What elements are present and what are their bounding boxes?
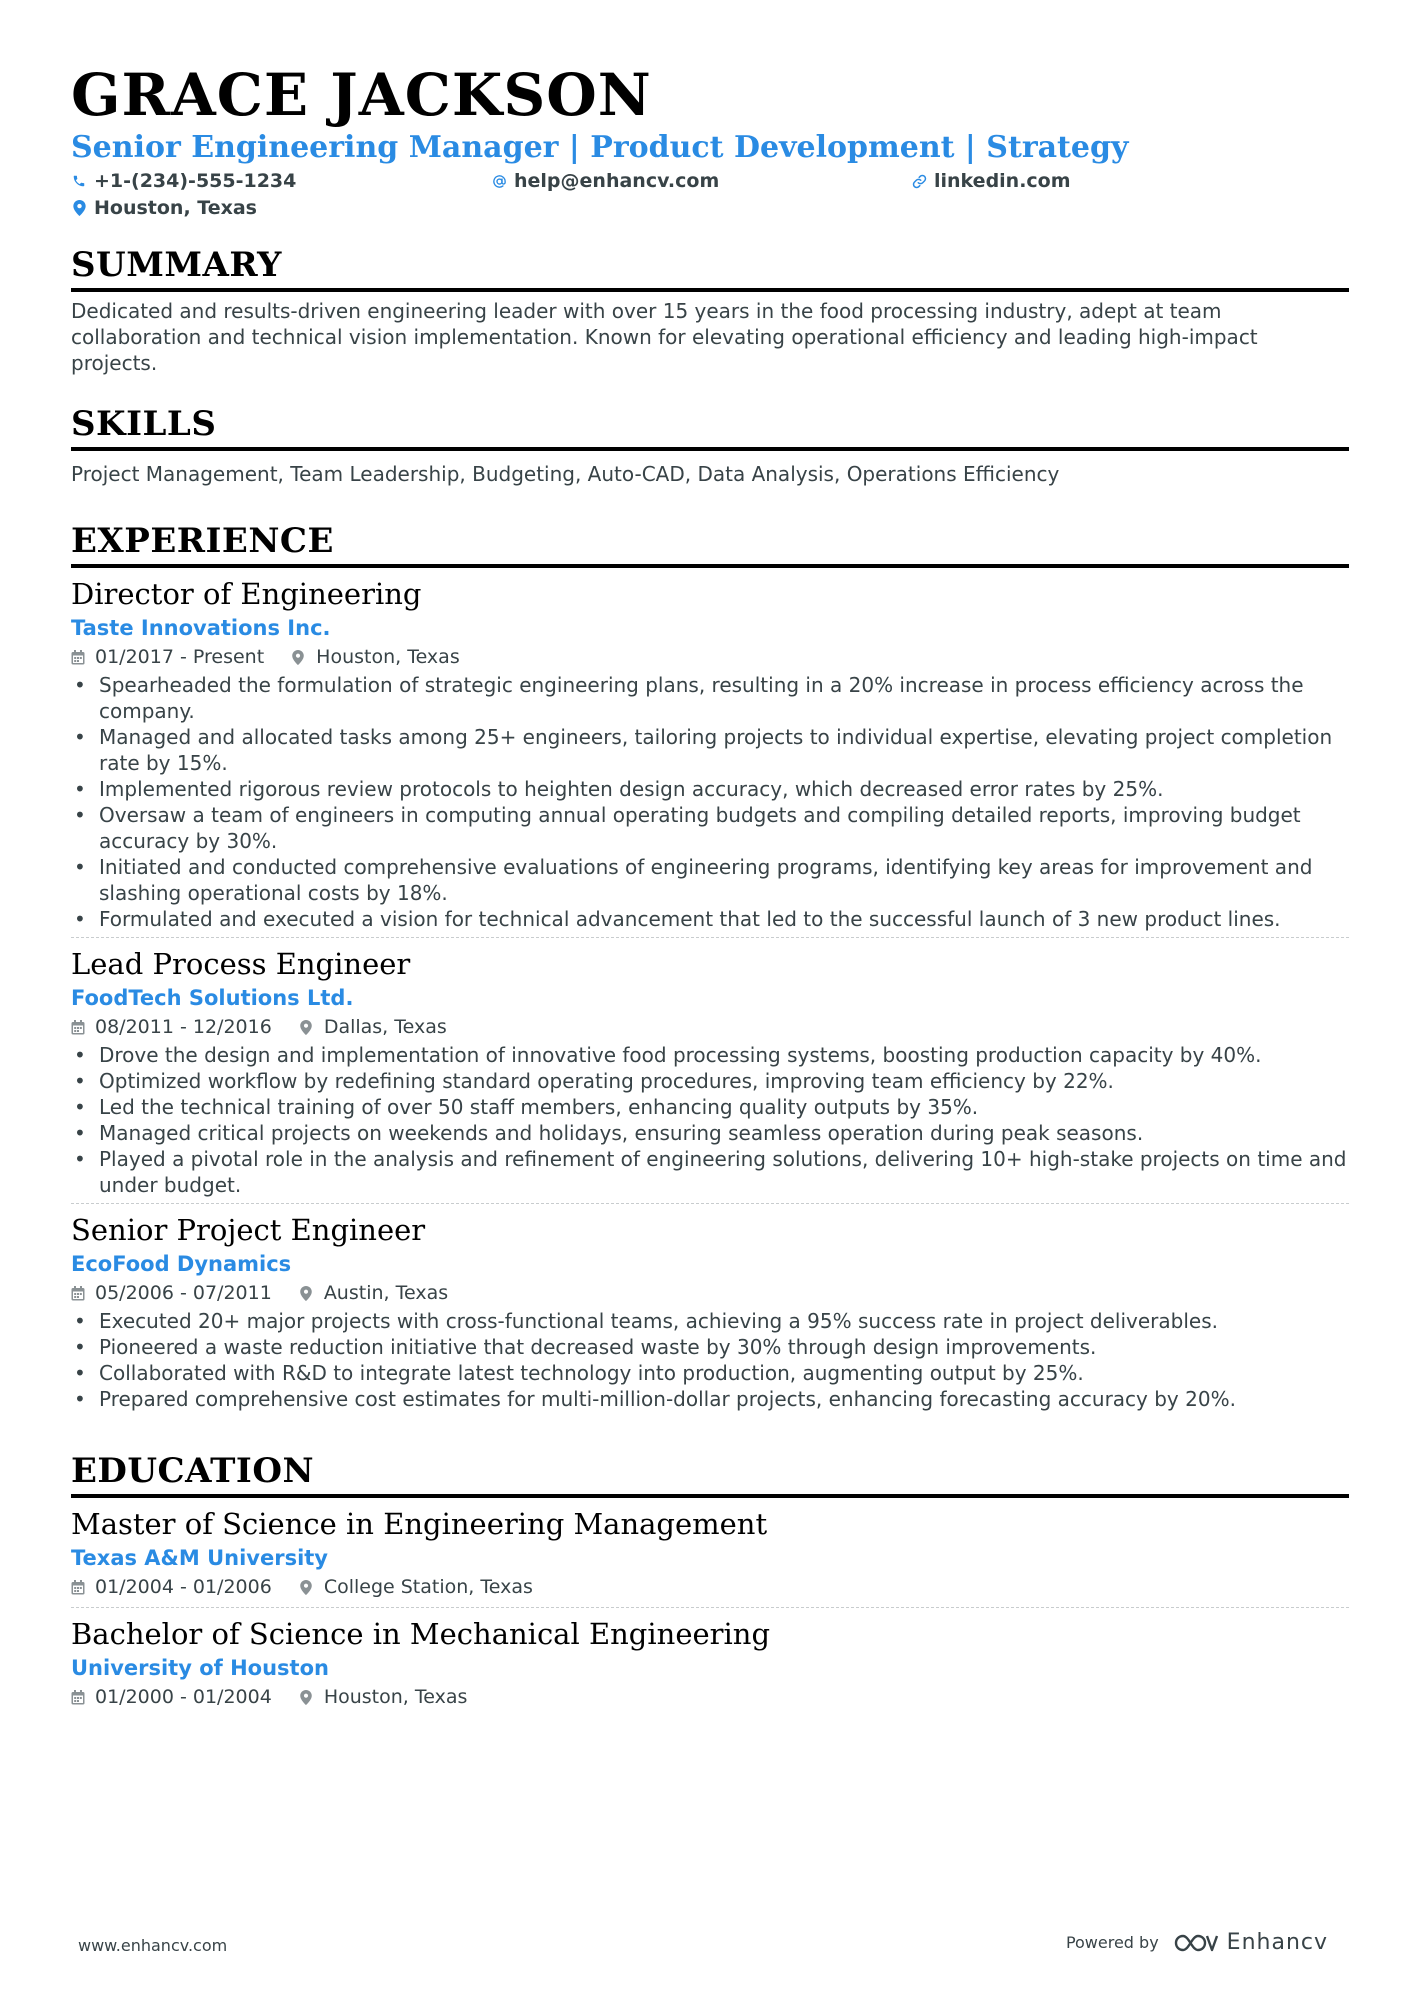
education-location: Houston, Texas — [323, 1686, 468, 1708]
location-text: Houston, Texas — [94, 197, 257, 219]
education-title: EDUCATION — [71, 1450, 1349, 1498]
calendar-icon — [71, 1285, 87, 1301]
contact-location — [71, 195, 257, 221]
resume-page — [71, 60, 1349, 1717]
candidate-headline: Senior Engineering Manager | Product Development | Strategy — [71, 130, 1129, 165]
education-entry — [71, 1498, 1349, 1607]
summary-title: SUMMARY — [71, 244, 1349, 292]
map-pin-icon — [71, 200, 87, 216]
experience-entry — [71, 568, 1349, 937]
job-role: Lead Process Engineer — [71, 947, 411, 981]
job-company: Taste Innovations Inc. — [71, 616, 331, 640]
bullet-item: • Executed 20+ major projects with cross-functional teams, achieving a 95% success rate in project deliverables. — [71, 1308, 1349, 1334]
contact-email[interactable] — [491, 168, 719, 194]
linkedin-text: linkedin.com — [934, 170, 1071, 192]
bullet-item: • Spearheaded the formulation of strategic engineering plans, resulting in a 20% increase in process efficiency across the company. — [71, 672, 1349, 724]
job-company: FoodTech Solutions Ltd. — [71, 986, 354, 1010]
job-meta — [71, 642, 1349, 672]
calendar-icon — [71, 1689, 87, 1705]
job-bullets — [71, 672, 1349, 932]
job-meta — [71, 1278, 1349, 1308]
contact-linkedin[interactable] — [911, 168, 1071, 194]
experience-entry — [71, 937, 1349, 1203]
map-pin-icon — [300, 1579, 316, 1595]
powered-by — [1066, 1930, 1328, 1955]
degree: Bachelor of Science in Mechanical Engineering — [71, 1617, 771, 1651]
at-icon — [491, 173, 507, 189]
education-section — [71, 1450, 1349, 1717]
job-location: Houston, Texas — [316, 646, 460, 668]
education-entry — [71, 1607, 1349, 1717]
education-meta — [71, 1572, 1349, 1602]
experience-entry — [71, 1203, 1349, 1417]
enhancv-logo-icon — [1173, 1931, 1219, 1955]
candidate-name: GRACE JACKSON — [71, 61, 652, 129]
degree: Master of Science in Engineering Management — [71, 1507, 768, 1541]
summary-text: Dedicated and results-driven engineering leader with over 15 years in the food processing industry, adept at team collaboration and technical vision implementation. Known for elevating operational efficiency and leading high-impact projects. — [71, 299, 1258, 375]
bullet-item: • Managed critical projects on weekends and holidays, ensuring seamless operation during peak seasons. — [71, 1120, 1349, 1146]
map-pin-icon — [300, 1285, 316, 1301]
job-company: EcoFood Dynamics — [71, 1252, 292, 1276]
map-pin-icon — [292, 649, 308, 665]
bullet-item: • Collaborated with R&D to integrate latest technology into production, augmenting output by 25%. — [71, 1360, 1349, 1386]
job-bullets — [71, 1308, 1349, 1412]
calendar-icon — [71, 649, 87, 665]
summary-section — [71, 244, 1349, 376]
education-dates: 01/2004 - 01/2006 — [95, 1576, 272, 1598]
job-dates: 01/2017 - Present — [95, 646, 265, 668]
bullet-item: • Implemented rigorous review protocols to heighten design accuracy, which decreased error rates by 25%. — [71, 776, 1349, 802]
phone-text: +1-(234)-555-1234 — [94, 170, 297, 192]
calendar-icon — [71, 1019, 87, 1035]
contact-info — [71, 168, 1349, 224]
job-location: Dallas, Texas — [323, 1016, 447, 1038]
bullet-item: • Oversaw a team of engineers in computing annual operating budgets and compiling detailed reports, improving budget accuracy by 30%. — [71, 802, 1349, 854]
map-pin-icon — [300, 1019, 316, 1035]
job-bullets — [71, 1042, 1349, 1198]
skills-title: SKILLS — [71, 403, 1349, 451]
link-icon — [911, 173, 927, 189]
education-meta — [71, 1682, 1349, 1712]
education-dates: 01/2000 - 01/2004 — [95, 1686, 272, 1708]
bullet-item: • Led the technical training of over 50 staff members, enhancing quality outputs by 35%. — [71, 1094, 1349, 1120]
bullet-item: • Formulated and executed a vision for technical advancement that led to the successful launch of 3 new product lines. — [71, 906, 1349, 932]
footer-url[interactable]: www.enhancv.com — [78, 1936, 228, 1955]
brand-name: Enhancv — [1226, 1930, 1328, 1955]
email-text: help@enhancv.com — [514, 170, 720, 192]
school: University of Houston — [71, 1656, 329, 1680]
contact-phone — [71, 168, 296, 194]
job-role: Senior Project Engineer — [71, 1213, 426, 1247]
job-dates: 05/2006 - 07/2011 — [95, 1282, 272, 1304]
job-role: Director of Engineering — [71, 577, 422, 611]
education-location: College Station, Texas — [323, 1576, 533, 1598]
powered-by-label: Powered by — [1065, 1933, 1159, 1952]
bullet-item: • Pioneered a waste reduction initiative that decreased waste by 30% through design improvements. — [71, 1334, 1349, 1360]
phone-icon — [71, 173, 87, 189]
page-footer — [78, 1930, 1328, 1960]
bullet-item: • Played a pivotal role in the analysis and refinement of engineering solutions, delivering 10+ high-stake projects on time and under budget. — [71, 1146, 1349, 1198]
experience-title: EXPERIENCE — [71, 520, 1349, 568]
job-location: Austin, Texas — [323, 1282, 449, 1304]
bullet-item: • Optimized workflow by redefining standard operating procedures, improving team efficiency by 22%. — [71, 1068, 1349, 1094]
job-meta — [71, 1012, 1349, 1042]
calendar-icon — [71, 1579, 87, 1595]
bullet-item: • Managed and allocated tasks among 25+ engineers, tailoring projects to individual expertise, elevating project completion rate by 15%. — [71, 724, 1349, 776]
resume-header — [71, 60, 1349, 224]
bullet-item: • Drove the design and implementation of innovative food processing systems, boosting production capacity by 40%. — [71, 1042, 1349, 1068]
experience-section — [71, 520, 1349, 1417]
map-pin-icon — [300, 1689, 316, 1705]
skills-section — [71, 403, 1349, 487]
enhancv-logo[interactable] — [1173, 1930, 1328, 1955]
school: Texas A&M University — [71, 1546, 328, 1570]
bullet-item: • Initiated and conducted comprehensive evaluations of engineering programs, identifying key areas for improvement and slashing operational costs by 18%. — [71, 854, 1349, 906]
skills-text: Project Management, Team Leadership, Budgeting, Auto-CAD, Data Analysis, Operations Efficiency — [71, 462, 1060, 486]
job-dates: 08/2011 - 12/2016 — [95, 1016, 272, 1038]
bullet-item: • Prepared comprehensive cost estimates for multi-million-dollar projects, enhancing forecasting accuracy by 20%. — [71, 1386, 1349, 1412]
